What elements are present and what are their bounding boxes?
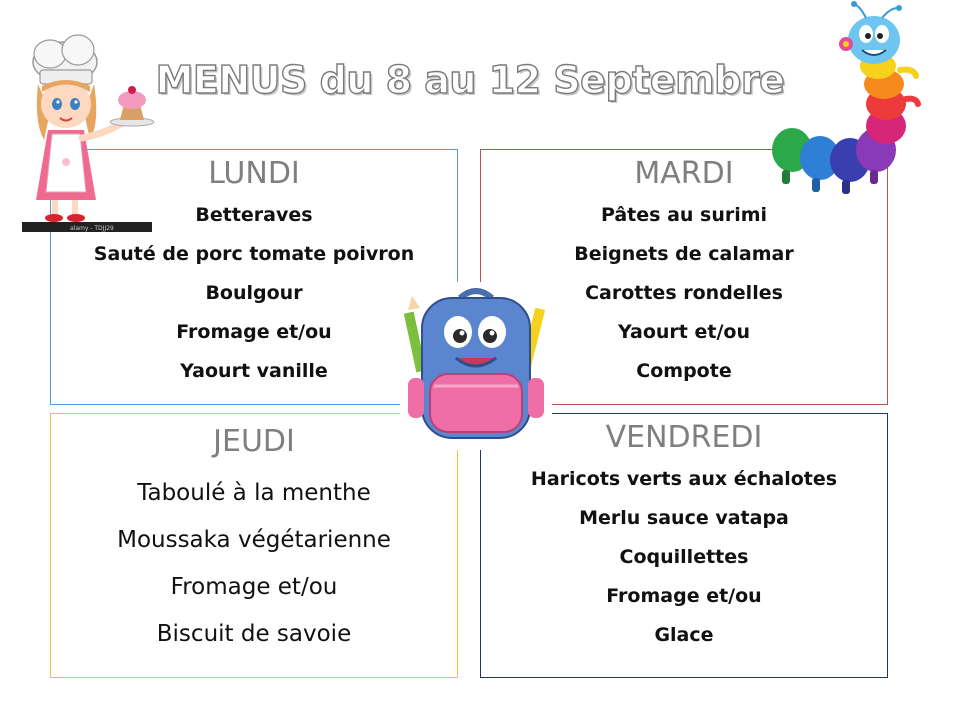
dish-item: Moussaka végétarienne [117,527,391,553]
dish-item: Taboulé à la menthe [137,480,371,506]
dish-item: Glace [654,624,714,646]
dish-item: Yaourt vanille [180,360,328,382]
dish-item: Merlu sauce vatapa [579,507,789,529]
dish-item: Coquillettes [619,546,749,568]
menu-box-jeudi [50,413,458,678]
dish-item: Biscuit de savoie [156,621,352,647]
chef-girl-illustration [20,22,160,234]
dish-item: Fromage et/ou [606,585,762,607]
dish-item: Yaourt et/ou [618,321,750,343]
dish-item: Boulgour [205,282,303,304]
dish-item: Betteraves [195,204,313,226]
day-heading-mardi: MARDI [634,156,734,191]
caterpillar-illustration [762,0,922,196]
dish-item: Fromage et/ou [170,574,338,600]
page-title: MENUS du 8 au 12 Septembre [155,58,785,102]
dish-item: Haricots verts aux échalotes [530,468,838,490]
dish-list-jeudi [51,470,457,658]
dish-item: Carottes rondelles [585,282,783,304]
backpack-illustration [400,282,552,450]
dish-item: Pâtes au surimi [600,204,768,226]
dish-item: Sauté de porc tomate poivron [93,243,415,265]
watermark-text: alamy - TDJJ29 [70,225,114,232]
menu-box-vendredi [480,413,888,678]
dish-item: Compote [636,360,732,382]
day-heading-lundi: LUNDI [208,156,300,191]
dish-item: Fromage et/ou [176,321,332,343]
dish-list-vendredi [481,460,887,655]
day-heading-jeudi: JEUDI [213,424,295,459]
dish-item: Beignets de calamar [574,243,794,265]
day-heading-vendredi: VENDREDI [605,420,763,455]
